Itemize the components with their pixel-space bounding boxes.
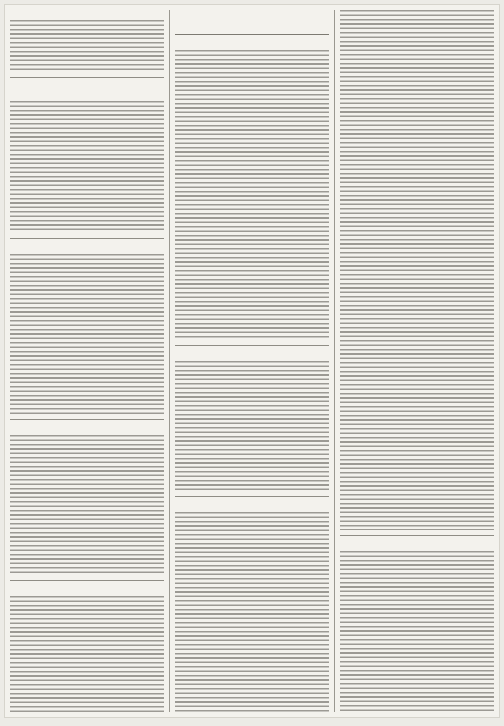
divider [340, 535, 494, 536]
headline [175, 40, 329, 48]
article [10, 10, 164, 72]
article [340, 541, 494, 712]
article [340, 10, 494, 530]
article [10, 83, 164, 233]
article-body [10, 596, 164, 712]
article [175, 502, 329, 712]
article-body [10, 101, 164, 233]
divider [10, 580, 164, 581]
page-columns [10, 10, 494, 712]
headline [175, 502, 329, 510]
column-3 [340, 10, 494, 712]
subhead [10, 93, 164, 99]
column-rule [334, 10, 335, 712]
section-subtitle [175, 23, 329, 31]
divider [175, 496, 329, 497]
divider [10, 419, 164, 420]
article [10, 425, 164, 575]
article-body [175, 512, 329, 712]
article-body [10, 254, 164, 414]
divider [10, 238, 164, 239]
article-body [340, 10, 494, 530]
divider [10, 77, 164, 78]
column-rule [169, 10, 170, 712]
article [10, 586, 164, 712]
article-body [175, 50, 329, 340]
article-body [10, 435, 164, 575]
column-2 [175, 10, 329, 712]
headline [340, 541, 494, 549]
headline [10, 586, 164, 594]
section-title [175, 10, 329, 23]
column-1 [10, 10, 164, 712]
article [10, 244, 164, 414]
headline [175, 351, 329, 359]
article [175, 351, 329, 491]
section-masthead [175, 10, 329, 35]
article-body [175, 361, 329, 491]
headline [10, 10, 164, 18]
headline [10, 83, 164, 91]
headline [10, 244, 164, 252]
article-body [10, 20, 164, 72]
divider [175, 345, 329, 346]
article-body [340, 551, 494, 712]
newspaper-page [4, 4, 500, 718]
headline [10, 425, 164, 433]
article [175, 40, 329, 340]
